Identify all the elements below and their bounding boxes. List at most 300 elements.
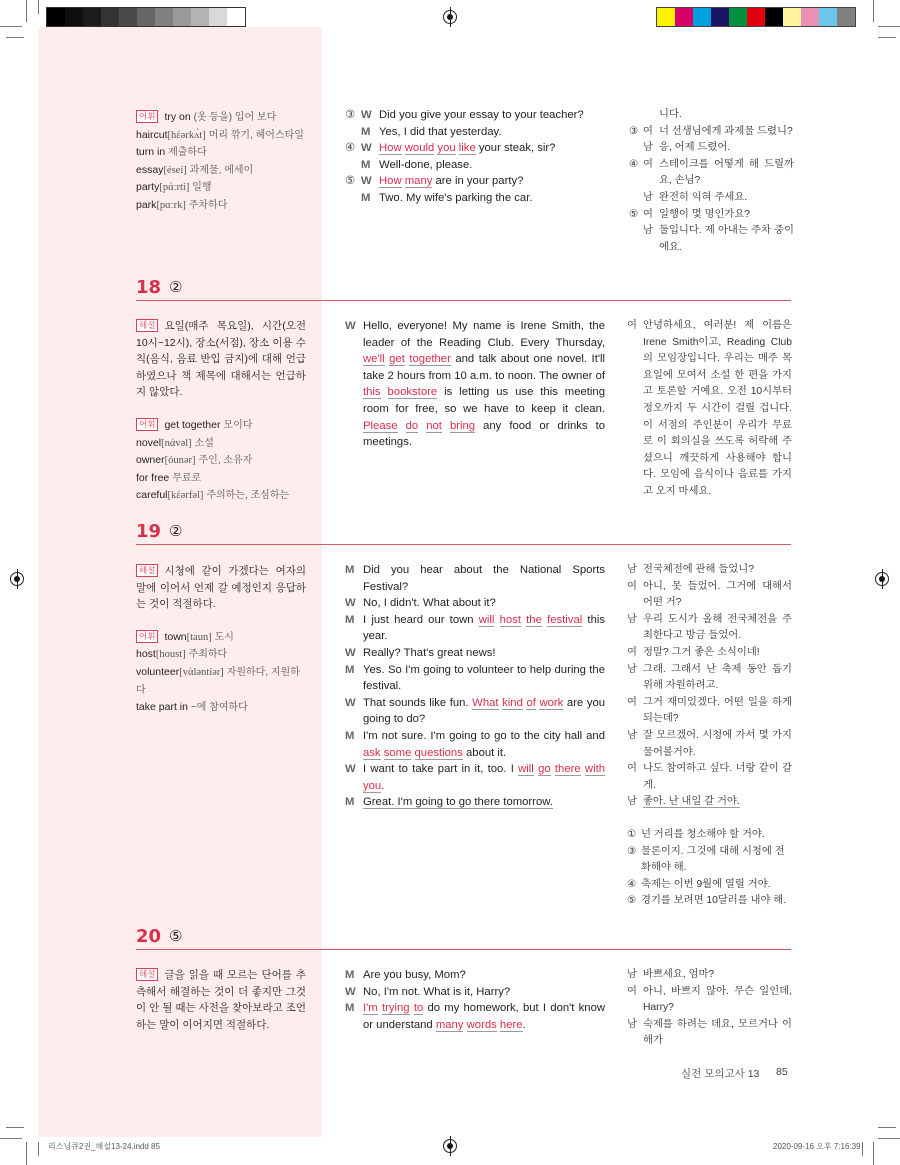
dialog-line [345, 107, 605, 124]
option-text: 물론이지. 그것에 대해 시청에 전화해야 해. [641, 845, 785, 874]
translation-line [629, 190, 794, 207]
q18-explanation [136, 318, 306, 505]
registration-mark-icon [443, 1139, 457, 1153]
swatch [837, 8, 855, 26]
speaker-label: M [345, 969, 355, 981]
q19-explanation [136, 563, 306, 717]
speaker-label: W [361, 109, 372, 121]
key-phrase: will [478, 613, 495, 626]
key-phrase: this [363, 386, 381, 399]
key-phrase: go [538, 763, 551, 776]
crop-mark [878, 1127, 896, 1128]
key-phrase: words [466, 1018, 497, 1031]
q18-vocab-list [136, 417, 306, 505]
key-phrase: work [539, 696, 564, 709]
dialog-text [379, 124, 605, 141]
q19-translation [627, 562, 792, 910]
key-phrase: How [379, 142, 402, 155]
text-run: . [381, 779, 385, 792]
text-run: Are you busy, Mom? [363, 969, 466, 981]
translation-line [627, 728, 792, 761]
text-run: No, I'm not. What is it, Harry? [363, 985, 511, 998]
key-phrase: do [405, 419, 419, 432]
answer-option [627, 877, 792, 894]
dialog-line [345, 124, 605, 141]
text-run: do my homework, but I don't know or understand [363, 1002, 606, 1031]
translation-line [629, 207, 794, 224]
dialog-line [345, 595, 605, 612]
text-run: That sounds like fun. [363, 696, 473, 709]
vocab-item [136, 646, 306, 664]
speaker-label: M [361, 191, 371, 204]
speaker-label: 남 [627, 729, 637, 741]
dialog-text [379, 173, 605, 190]
speaker-label: W [361, 142, 372, 155]
vocab-phonetic: [houst] [155, 649, 186, 661]
translation-text: 아니, 바쁘지 않아. 무슨 일인데, Harry? [643, 985, 792, 1014]
vocab-word: for free [136, 471, 170, 484]
key-phrase: get [389, 353, 405, 366]
key-phrase: you [437, 142, 456, 155]
option-number: ③ [627, 845, 637, 857]
vocab-word: take part in [136, 701, 188, 714]
vocab-word: host [136, 648, 156, 661]
translation-line [627, 761, 792, 794]
vocab-phonetic: [taun] [186, 631, 212, 643]
speaker-label: 남 [643, 225, 653, 237]
dialog-text [363, 1000, 605, 1033]
dialog-line [345, 984, 605, 1001]
option-text: 경기를 보려면 10달러를 내야 해. [641, 895, 787, 907]
vocab-phonetic: [pɑːrk] [156, 199, 186, 211]
swatch [747, 8, 765, 26]
vocab-item [136, 162, 306, 180]
key-phrase: questions [414, 746, 463, 759]
choice-number [629, 190, 643, 207]
dialog-line [345, 761, 605, 794]
color-calibration-bar [656, 7, 856, 27]
option-number: ⑤ [627, 895, 637, 907]
swatch [119, 8, 137, 26]
translation-text: 너 선생님에게 과제물 드렸니? [659, 125, 793, 137]
dialog-line [345, 695, 605, 728]
question-number: 18 [136, 277, 162, 298]
text-run: I just heard our town [363, 613, 479, 626]
vocab-item [136, 109, 306, 127]
swatch [83, 8, 101, 26]
crop-mark [6, 37, 24, 38]
translation-line [629, 124, 794, 141]
dialog-text [363, 612, 605, 645]
dialog-line [345, 190, 605, 207]
translation-line [629, 157, 794, 190]
choice-number [345, 124, 361, 141]
vocab-item [136, 197, 306, 215]
explanation-text: 시청에 같이 가겠다는 여자의 말에 이어서 언제 갈 예정인지 응답하는 것이 적절하다. [136, 565, 306, 611]
registration-mark-icon [875, 572, 889, 586]
speaker-label: 여 [627, 646, 637, 658]
choice-number [345, 157, 361, 174]
speaker-label: 여 [627, 580, 637, 592]
question-number: 20 [136, 926, 162, 947]
crop-mark [38, 1142, 39, 1156]
swatch [819, 8, 837, 26]
vocab-meaning: 과제물, 에세이 [189, 164, 254, 176]
vocab-item [136, 452, 306, 470]
key-phrase: many [404, 175, 433, 188]
dialog-line [345, 662, 605, 695]
vocab-phonetic: [vὰləntíər] [179, 666, 224, 678]
dialog-text [363, 595, 605, 612]
crop-mark [873, 1142, 874, 1165]
key-phrase: some [383, 746, 412, 759]
dialog-line [345, 1000, 605, 1033]
text-run: are you going to do? [363, 696, 606, 726]
vocab-word: park [136, 198, 157, 211]
page-number: 85 [776, 1066, 788, 1078]
vocab-word: owner [136, 454, 165, 467]
vocab-word: haircut [136, 128, 168, 141]
speaker-label: 남 [627, 1018, 637, 1030]
translation-text: 일행이 몇 명인가요? [659, 208, 751, 220]
key-phrase: bring [449, 419, 476, 432]
speaker-label: 여 [643, 158, 653, 170]
swatch [65, 8, 83, 26]
dialog-text [363, 318, 605, 451]
text-run: Really? That's great news! [363, 646, 496, 659]
vocab-word: novel [136, 436, 162, 449]
speaker-label: M [345, 564, 355, 576]
text-run: Great. I'm going to go there tomorrow. [363, 796, 553, 809]
crop-mark [0, 1138, 22, 1139]
vocab-meaning: 일행 [192, 182, 212, 194]
text-run: . [522, 1018, 526, 1031]
dialog-text [379, 107, 605, 124]
swatch [173, 8, 191, 26]
choice-number [345, 190, 361, 207]
key-phrase: would [404, 142, 435, 155]
speaker-label: W [345, 696, 356, 709]
answer-option [627, 893, 792, 910]
speaker-label: W [345, 320, 356, 332]
dialog-line [345, 562, 605, 595]
translation-line [627, 967, 792, 984]
swatch [801, 8, 819, 26]
key-phrase: there [554, 763, 581, 776]
speaker-label: 여 [627, 320, 637, 331]
swatch [227, 8, 245, 26]
dialog-text [363, 967, 605, 984]
speaker-label: M [345, 1002, 355, 1015]
dialog-text [363, 695, 605, 728]
vocab-phonetic: [ései] [163, 164, 187, 176]
vocab-word: try on [164, 111, 191, 123]
vocab-word: get together [164, 418, 221, 431]
key-phrase: we'll [363, 353, 385, 366]
explanation-tag: 해설 [136, 968, 158, 981]
vocab-phonetic: [óunər] [164, 455, 196, 467]
vocab-word: turn in [136, 146, 166, 159]
vocab-meaning: 주최하다 [188, 649, 228, 661]
text-run: are in your party? [432, 175, 524, 188]
vocab-phonetic: [hέərkʌ̀t] [167, 129, 206, 141]
running-footer-title: 실전 모의고사 13 [681, 1068, 760, 1080]
option-number: ① [627, 828, 637, 840]
answer-line: 좋아. 난 내일 갈 거야. [643, 796, 740, 808]
key-phrase: together [409, 353, 451, 366]
key-phrase: to [413, 1002, 424, 1015]
key-phrase: with [584, 763, 606, 776]
choice-number: ⑤ [345, 175, 356, 188]
translation-text: 전국체전에 관해 들었니? [643, 564, 754, 575]
choice-number [629, 107, 643, 124]
speaker-label: W [345, 597, 356, 610]
crop-mark [873, 0, 874, 22]
speaker-label: 남 [643, 191, 653, 203]
key-phrase: ask [363, 746, 381, 759]
translation-text: 응, 어제 드렸어. [659, 142, 731, 154]
key-phrase: festival [547, 613, 583, 626]
vocab-meaning: 제출하다 [168, 147, 207, 159]
text-run [442, 420, 450, 432]
answer-options-list [627, 827, 792, 910]
dialog-text [363, 645, 605, 662]
translation-line [627, 984, 792, 1017]
q18-header [136, 277, 791, 301]
dialog-line [345, 173, 605, 190]
text-run: Well-done, please. [379, 158, 473, 171]
translation-text: 정말? 그거 좋은 소식이네! [643, 646, 760, 658]
vocab-phonetic: [pάːrti] [159, 182, 190, 194]
choice-number: ⑤ [629, 208, 639, 220]
slug-filename: 리스닝큐2권_해설13-24.indd 85 [48, 1142, 160, 1151]
swatch [137, 8, 155, 26]
speaker-label: 남 [627, 663, 637, 675]
key-phrase: of [526, 696, 536, 709]
dialog-text [379, 190, 605, 207]
dialog-text [363, 794, 605, 811]
translation-text: 바쁘세요, 엄마? [643, 969, 715, 980]
q20-header [136, 926, 791, 950]
vocab-tag: 어휘 [136, 418, 158, 431]
translation-text: 니다. [659, 109, 682, 120]
vocab-item [136, 487, 306, 505]
text-run: Yes, I did that yesterday. [379, 125, 502, 138]
q17-vocab-list [136, 109, 306, 215]
dialog-text [363, 984, 605, 1001]
swatch [783, 8, 801, 26]
vocab-meaning: 무료로 [172, 472, 202, 484]
speaker-label: W [345, 646, 356, 659]
vocab-meaning: 모이다 [223, 419, 253, 431]
swatch [47, 8, 65, 26]
vocab-word: party [136, 181, 160, 194]
translation-text: 둘입니다. 제 아내는 주차 중이에요. [659, 225, 794, 253]
swatch [191, 8, 209, 26]
crop-mark [878, 26, 900, 27]
choice-number [629, 223, 643, 256]
option-number: ④ [627, 878, 637, 890]
translation-text: 스테이크를 어떻게 해 드릴까요, 손님? [659, 158, 794, 187]
translation-line [627, 612, 792, 645]
vocab-meaning: ~에 참여하다 [190, 702, 248, 714]
speaker-label: 여 [643, 208, 653, 220]
text-run: any food or drinks to meetings. [363, 419, 606, 449]
swatch [657, 8, 675, 26]
swatch [675, 8, 693, 26]
vocab-word: essay [136, 163, 164, 176]
crop-mark [38, 0, 39, 14]
vocab-meaning: (옷 등을) 입어 보다 [193, 112, 277, 123]
crop-mark [0, 26, 22, 27]
vocab-item [136, 179, 306, 197]
key-phrase: bookstore [387, 386, 438, 399]
text-run: No, I didn't. What about it? [363, 597, 496, 610]
vocab-meaning: 주인, 소유자 [198, 455, 253, 467]
translation-text: 숙제를 하려는 데요, 모르거나 이해가 [643, 1018, 792, 1047]
swatch [765, 8, 783, 26]
translation-line [627, 695, 792, 728]
key-phrase: not [426, 419, 442, 432]
answer-option [627, 827, 792, 844]
speaker-label: 여 [627, 763, 637, 775]
text-run [381, 386, 388, 398]
text-run: about it. [462, 746, 507, 759]
translation-text: 안녕하세요, 여러분! 제 이름은 Irene Smith이고, Reading Club의 모임장입니다. 우리는 매주 목요일에 모여서 소설 한 편을 가지고 토론할 거예요. 오전 10시부터 정오까지 두 시간이 걸릴 겁니다. 이 서점의 주인분이 우리가 무료로 이 회의실을 쓰도록 허락해 주셨으니 깨끗하게 사용해야 합니다. 모임에 음식이나 음료를 가지고 오지 마세요. [643, 320, 792, 497]
vocab-item [136, 664, 306, 699]
q17-dialog [345, 107, 605, 207]
speaker-label: W [345, 763, 356, 776]
dialog-line [345, 612, 605, 645]
speaker-label: M [361, 125, 371, 138]
vocab-item [136, 629, 306, 647]
translation-text: 아니, 못 들었어. 그거에 대해서 어떤 거? [643, 580, 792, 609]
swatch [693, 8, 711, 26]
swatch [155, 8, 173, 26]
vocab-meaning: 소설 [194, 437, 214, 449]
translation-line [629, 223, 794, 256]
swatch [101, 8, 119, 26]
text-run: your steak, sir? [475, 142, 556, 155]
vocab-word: careful [136, 489, 168, 502]
text-run: and talk about one novel. It'll take 2 hours from 10 a.m. to noon. The owner of [363, 353, 606, 382]
crop-mark [26, 1142, 27, 1165]
explanation-text: 글을 읽을 때 모르는 단어를 추측해서 해결하는 것이 더 좋지만 그것이 안 될 때는 사전을 찾아보라고 조언하는 말이 이어지면 적절하다. [136, 969, 306, 1031]
swatch [729, 8, 747, 26]
translation-line [627, 662, 792, 695]
translation-text: 그거 재미있겠다. 어떤 일을 하게 되는데? [643, 696, 792, 725]
speaker-label: 여 [627, 985, 637, 997]
speaker-label: 남 [627, 613, 637, 625]
text-run: is letting us use this meeting room for free, so we have to keep it clean. [363, 386, 605, 415]
key-phrase: like [458, 142, 476, 155]
dialog-line [345, 645, 605, 662]
choice-number [629, 140, 643, 157]
speaker-label: 남 [643, 142, 653, 154]
translation-text: 잘 모르겠어. 시청에 가서 몇 가지 물어볼거야. [643, 729, 792, 758]
vocab-item [136, 127, 306, 145]
translation-line [627, 645, 792, 662]
crop-mark [6, 1127, 24, 1128]
vocab-item [136, 699, 306, 717]
explanation-tag: 해설 [136, 319, 158, 332]
dialog-line [345, 157, 605, 174]
q19-header [136, 521, 791, 545]
vocab-word: volunteer [136, 665, 180, 678]
translation-line [627, 794, 792, 811]
vocab-meaning: 자원하다, 지원하다 [136, 666, 300, 696]
key-phrase: What [472, 696, 499, 709]
swatch [711, 8, 729, 26]
vocab-meaning: 주의하는, 조심하는 [206, 490, 290, 502]
choice-number: ④ [629, 158, 639, 170]
key-phrase: here [499, 1018, 523, 1031]
key-phrase: will [518, 763, 534, 776]
translation-text [643, 794, 792, 811]
speaker-label [643, 107, 659, 124]
q20-translation [627, 967, 792, 1050]
dialog-line [345, 318, 605, 451]
vocab-meaning: 도시 [214, 631, 234, 643]
crop-mark [862, 1142, 863, 1156]
vocab-meaning: 머리 깎기, 헤어스타일 [208, 129, 304, 141]
choice-number: ③ [629, 125, 639, 137]
vocab-item [136, 417, 306, 435]
key-phrase: trying [381, 1002, 410, 1015]
key-phrase: kind [502, 696, 523, 709]
speaker-label: 남 [627, 796, 637, 808]
q20-dialog [345, 967, 605, 1033]
translation-text: 나도 참여하고 싶다. 너랑 같이 갈게. [643, 763, 792, 791]
vocab-tag: 어휘 [136, 630, 158, 643]
slug-timestamp: 2020-09-16 오후 7:16:39 [773, 1142, 861, 1151]
translation-line [627, 562, 792, 579]
key-phrase: many [435, 1018, 464, 1031]
text-run: I want to take part in it, too. I [363, 763, 519, 776]
answer-choice: ⑤ [169, 928, 183, 945]
answer-option [627, 844, 792, 877]
dialog-text [363, 562, 605, 595]
dialog-text [363, 728, 605, 761]
text-run [398, 420, 406, 432]
text-run [418, 420, 426, 432]
explanation-text: 요일(매주 목요일), 시간(오전 10시~12시), 장소(서점), 장소 이용 수칙(음식, 음료 반입 금지)에 대해 언급하였으나 책 제목에 대해서는 언급하지 않았다. [136, 320, 306, 399]
dialog-text [379, 140, 605, 157]
vocab-tag: 어휘 [136, 110, 158, 123]
dialog-line [345, 728, 605, 761]
registration-mark-icon [10, 572, 24, 586]
translation-text: 그래. 그래서 난 축제 동안 돕기 위해 자원하려고. [643, 663, 792, 692]
vocab-phonetic: [nάvəl] [161, 437, 192, 449]
key-phrase: Please [363, 419, 398, 432]
q19-dialog [345, 562, 605, 811]
translation-line [627, 1017, 792, 1050]
speaker-label: 여 [627, 696, 637, 708]
key-phrase: How [379, 175, 402, 188]
translation-line [627, 579, 792, 612]
text-run: this year. [363, 613, 606, 643]
swatch [209, 8, 227, 26]
text-run: Hello, everyone! My name is Irene Smith, the leader of the Reading Club. Every Thursday, [363, 320, 605, 349]
option-text: 축제는 이번 9월에 열릴 거야. [641, 878, 771, 890]
translation-line [627, 318, 792, 501]
dialog-line [345, 140, 605, 157]
registration-mark-icon [443, 10, 457, 24]
speaker-label: M [361, 158, 371, 171]
speaker-label: W [345, 985, 356, 998]
dialog-text [379, 157, 605, 174]
dialog-line [345, 794, 605, 811]
